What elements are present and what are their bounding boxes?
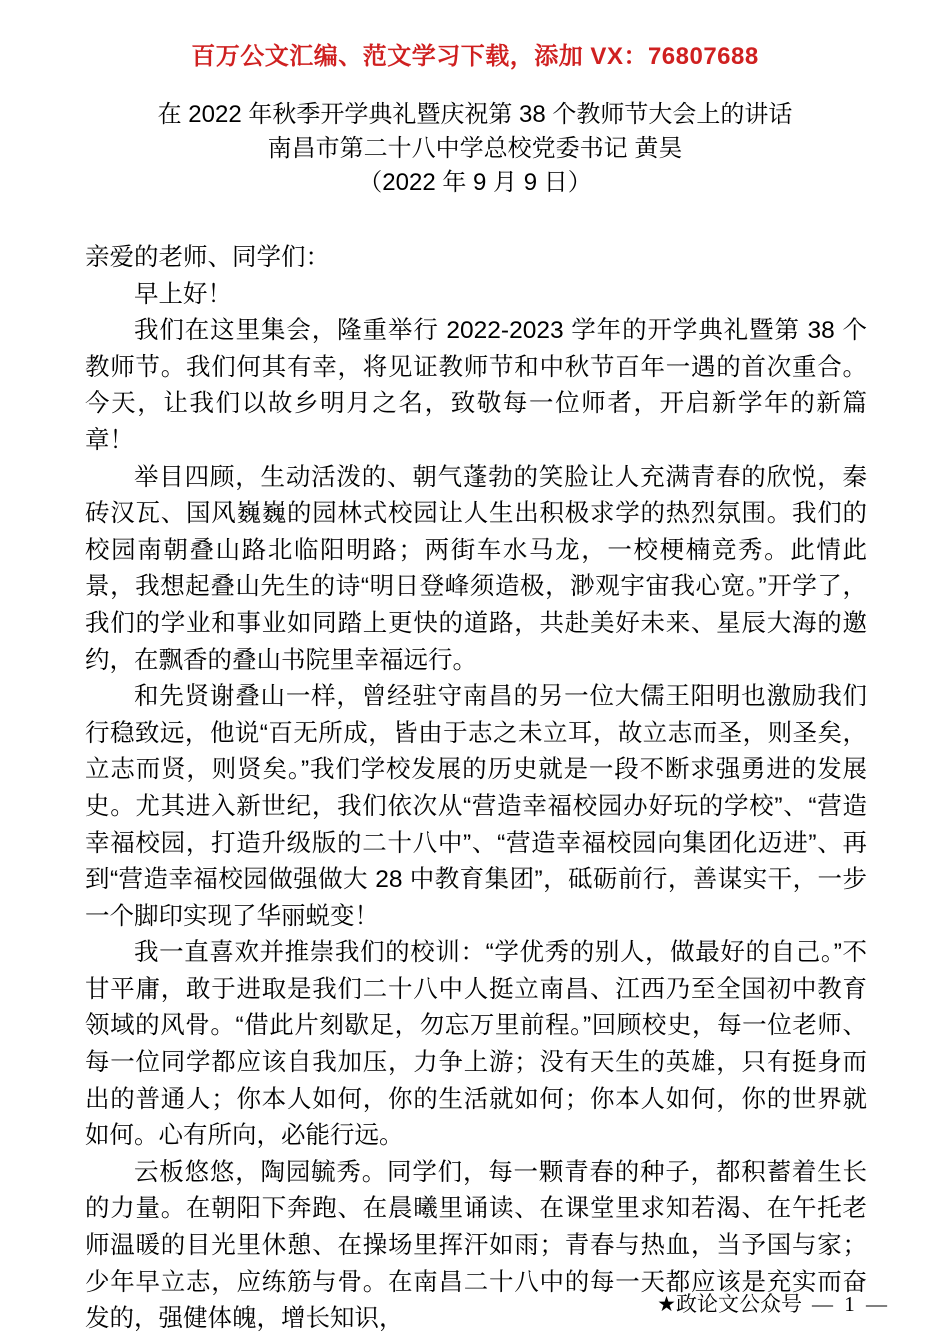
document-title-line-3: （2022 年 9 月 9 日） xyxy=(358,169,592,196)
title-block xyxy=(0,98,950,200)
salutation: 亲爱的老师、同学们： xyxy=(85,244,330,271)
document-title-line-2: 南昌市第二十八中学总校党委书记 黄昊 xyxy=(267,135,683,162)
document-body xyxy=(85,240,867,1338)
body-paragraph: 我一直喜欢并推崇我们的校训：“学优秀的别人，做最好的自己。”不甘平庸，敢于进取是我们二十八中人挺立南昌、江西乃至全国初中教育领域的风骨。“借此片刻歇足，勿忘万里前程。”回顾校史，每一位老师、每一位同学都应该自我加压，力争上游；没有天生的英雄，只有挺身而出的普通人；你本人如何，你的生活就如何；你本人如何，你的世界就如何。心有所向，必能行远。 xyxy=(85,939,867,1150)
body-paragraph: 我们在这里集会，隆重举行 2022-2023 学年的开学典礼暨第 38 个教师节。我们何其有幸，将见证教师节和中秋节百年一遇的首次重合。今天，让我们以故乡明月之名，致敬每一位师者，开启新学年的新篇章！ xyxy=(85,317,867,454)
document-title-line-1: 在 2022 年秋季开学典礼暨庆祝第 38 个教师节大会上的讲话 xyxy=(157,101,793,128)
body-paragraph: 和先贤谢叠山一样，曾经驻守南昌的另一位大儒王阳明也激励我们行稳致远，他说“百无所成，皆由于志之未立耳，故立志而圣，则圣矣，立志而贤，则贤矣。”我们学校发展的历史就是一段不断求强勇进的发展史。尤其进入新世纪，我们依次从“营造幸福校园办好玩的学校”、“营造幸福校园，打造升级版的二十八中”、“营造幸福校园向集团化迈进”、再到“营造幸福校园做强做大 28 中教育集团”，砥砺前行，善谋实干，一步一个脚印实现了华丽蜕变！ xyxy=(85,683,867,930)
body-paragraph: 早上好！ xyxy=(134,280,232,308)
body-paragraph: 云板悠悠，陶园毓秀。同学们，每一颗青春的种子，都积蓄着生长的力量。在朝阳下奔跑、在晨曦里诵读、在课堂里求知若渴、在午托老师温暖的目光里休憩、在操场里挥汗如雨；青春与热血，当予国与家；少年早立志，应练筋与骨。在南昌二十八中的每一天都应该是充实而奋发的，强健体魄，增长知识， xyxy=(85,1158,867,1333)
page-footer xyxy=(0,1288,950,1318)
footer-watermark: ★政论文公众号 xyxy=(657,1292,802,1316)
body-paragraph: 举目四顾，生动活泼的、朝气蓬勃的笑脸让人充满青春的欣悦，秦砖汉瓦、国风巍巍的园林式校园让人生出积极求学的热烈氛围。我们的校园南朝叠山路北临阳明路；两街车水马龙，一校梗楠竞秀。此情此景，我想起叠山先生的诗“明日登峰须造极，渺观宇宙我心宽。”开学了，我们的学业和事业如同踏上更快的道路，共赴美好未来、星辰大海的邀约，在飘香的叠山书院里幸福远行。 xyxy=(85,463,867,674)
page-number: — 1 — xyxy=(812,1292,890,1316)
promo-banner: 百万公文汇编、范文学习下载，添加 VX：76807688 xyxy=(191,43,759,70)
